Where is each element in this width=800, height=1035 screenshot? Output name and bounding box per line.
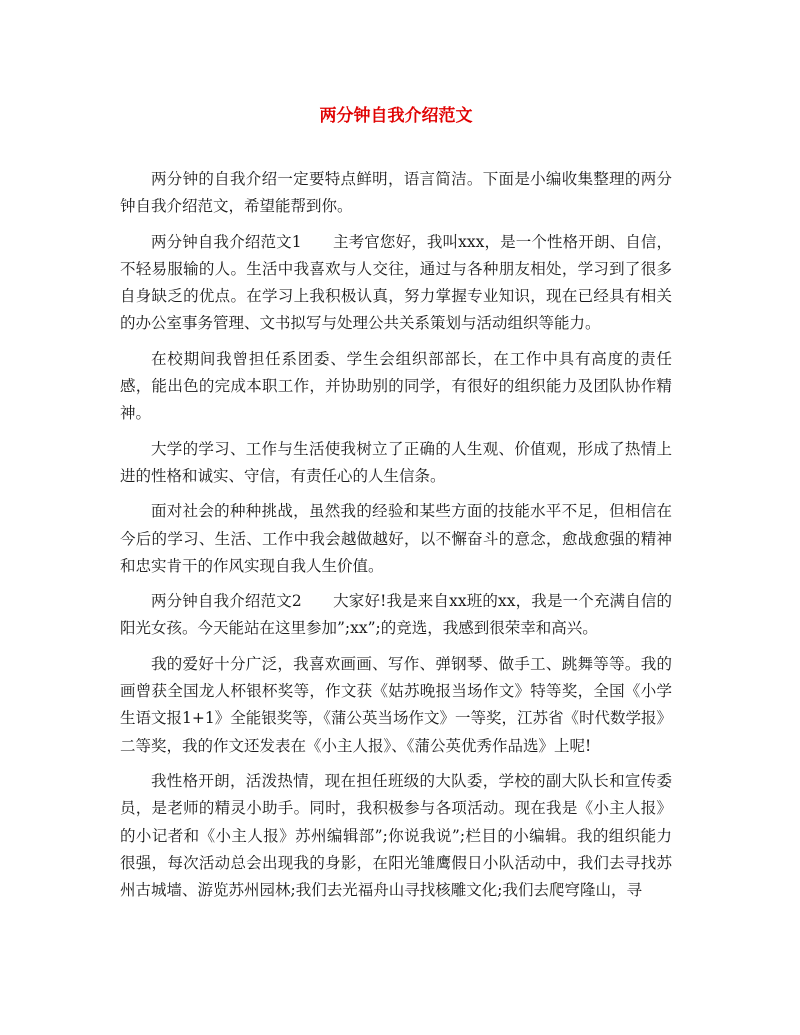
paragraph-university: 大学的学习、工作与生活使我树立了正确的人生观、价值观，形成了热情上进的性格和诚实、守信，有责任心的人生信条。: [120, 439, 672, 485]
document-page: [120, 104, 672, 912]
document-title: 两分钟自我介绍范文: [319, 106, 473, 126]
paragraph-sample-2: 两分钟自我介绍范文2 大家好!我是来自xx班的xx，我是一个充满自信的阳光女孩。今天能站在这里参加”;xx”;的竞选，我感到很荣幸和高兴。: [120, 592, 672, 638]
paragraph-challenges: 面对社会的种种挑战，虽然我的经验和某些方面的技能水平不足，但相信在今后的学习、生活、工作中我会越做越好，以不懈奋斗的意念，愈战愈强的精神和忠实肯干的作风实现自我人生价值。: [120, 502, 672, 575]
paragraph-sample-1: 两分钟自我介绍范文1 主考官您好，我叫xxx，是一个性格开朗、自信，不轻易服输的人。生活中我喜欢与人交往，通过与各种朋友相处，学习到了很多自身缺乏的优点。在学习上我积极认真，努力掌握专业知识，现在已经具有相关的办公室事务管理、文书拟写与处理公共关系策划与活动组织等能力。: [120, 232, 672, 333]
paragraph-school: 在校期间我曾担任系团委、学生会组织部部长，在工作中具有高度的责任感，能出色的完成本职工作，并协助别的同学，有很好的组织能力及团队协作精神。: [120, 349, 672, 423]
paragraph-intro: 两分钟的自我介绍一定要特点鲜明，语言简洁。下面是小编收集整理的两分钟自我介绍范文，希望能帮到你。: [120, 170, 672, 216]
paragraph-personality: 我性格开朗，活泼热情，现在担任班级的大队委，学校的副大队长和宣传委员，是老师的精灵小助手。同时，我积极参与各项活动。现在我是《小主人报》的小记者和《小主人报》苏州编辑部”;你说我说”;栏目的小编辑。我的组织能力很强，每次活动总会出现我的身影，在阳光雏鹰假日小队活动中，我们去寻找苏州古城墙、游览苏州园林;我们去光福舟山寻找核雕文化;我们去爬穹隆山，寻: [120, 771, 672, 900]
paragraph-hobbies: 我的爱好十分广泛，我喜欢画画、写作、弹钢琴、做手工、跳舞等等。我的画曾获全国龙人杯银杯奖等，作文获《姑苏晚报当场作文》特等奖，全国《小学生语文报1+1》全能银奖等，《蒲公英当场作文》一等奖，江苏省《时代数学报》二等奖，我的作文还发表在《小主人报》、《蒲公英优秀作品选》上呢!: [120, 654, 672, 755]
